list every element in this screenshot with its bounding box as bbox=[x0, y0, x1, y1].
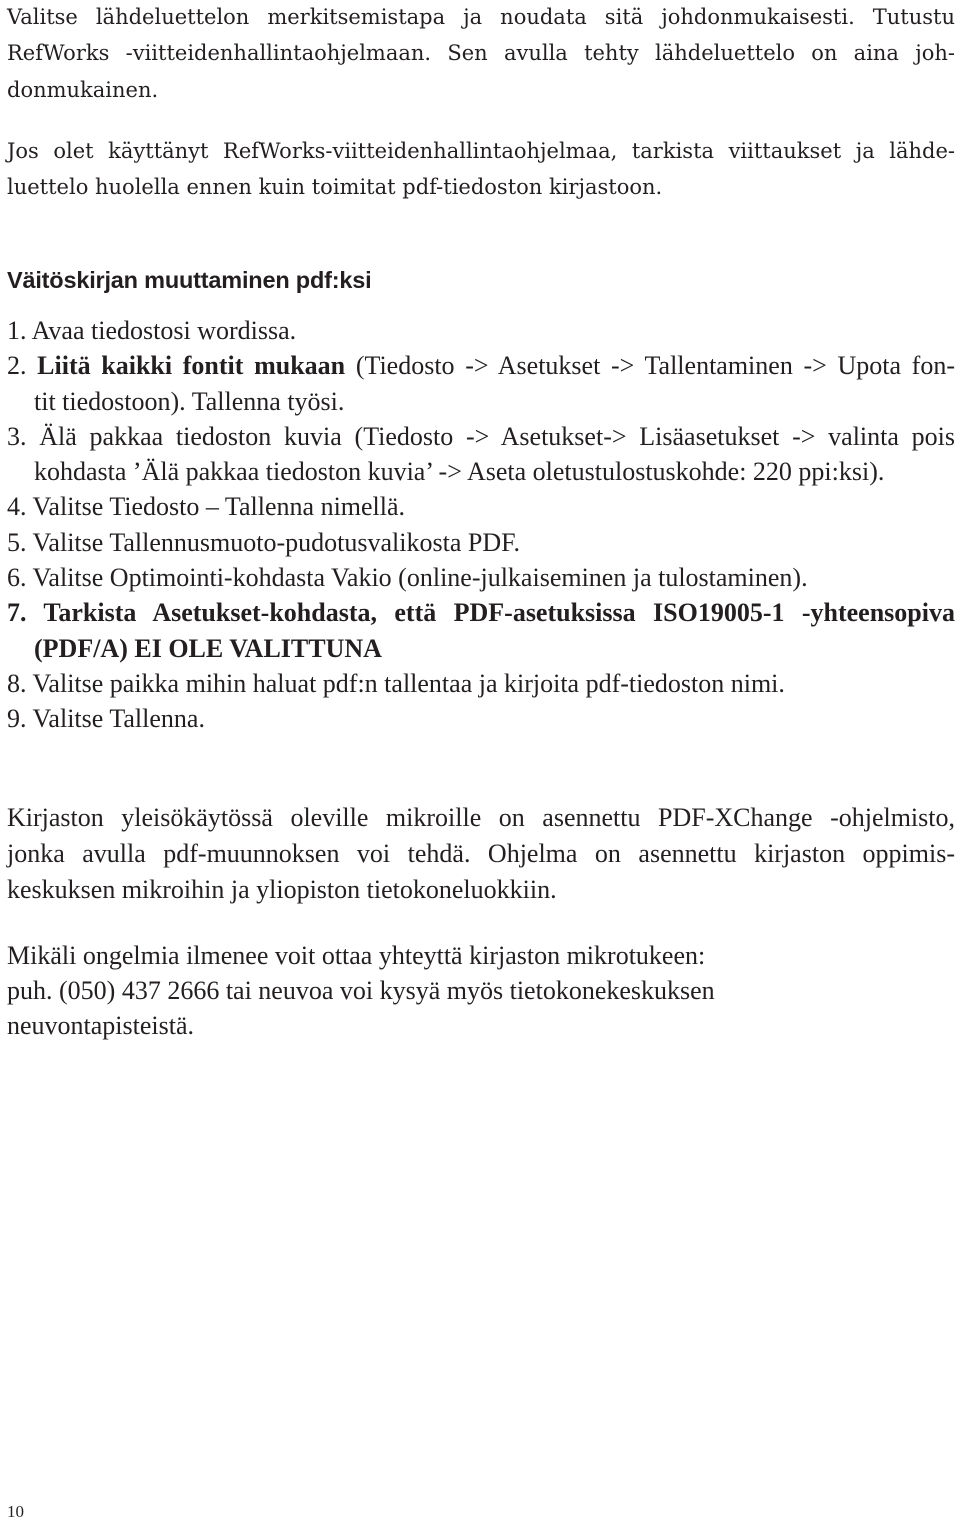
section-heading: Väitöskirjan muuttaminen pdf:ksi bbox=[7, 267, 372, 293]
step-number: 9. bbox=[7, 704, 27, 734]
step-line bbox=[7, 595, 955, 630]
step-item bbox=[7, 313, 955, 348]
step-item bbox=[7, 489, 955, 524]
step-line bbox=[7, 525, 955, 560]
step-item bbox=[7, 701, 955, 736]
step-text-continued: tit tiedostoon). Tallenna työsi. bbox=[34, 386, 345, 416]
step-text: (Tiedosto -> Asetukset -> Tallentaminen -> Upota fon- bbox=[355, 351, 955, 381]
step-text: Valitse Tallennusmuoto-pudotusvalikosta PDF. bbox=[32, 527, 520, 557]
step-number: 7. bbox=[7, 598, 27, 628]
text-line: Mikäli ongelmia ilmenee voit ottaa yhteyttä kirjaston mikrotukeen: bbox=[7, 940, 706, 970]
text-line: RefWorks -viitteidenhallintaohjelmaan. Sen avulla tehty lähdeluettelo on aina joh- bbox=[7, 41, 955, 65]
steps-list bbox=[7, 313, 955, 737]
step-text: Valitse paikka mihin haluat pdf:n tallentaa ja kirjoita pdf-tiedoston nimi. bbox=[32, 668, 785, 698]
text-line: Jos olet käyttänyt RefWorks-viitteidenhallintaohjelmaa, tarkista viittaukset ja lähde- bbox=[7, 138, 955, 163]
text-line: keskuksen mikroihin ja yliopiston tietokoneluokkiin. bbox=[7, 875, 557, 904]
text-line: puh. (050) 437 2666 tai neuvoa voi kysyä myös tietokonekeskuksen bbox=[7, 975, 715, 1005]
step-line bbox=[7, 666, 955, 701]
text-line: Valitse lähdeluettelon merkitsemistapa ja noudata sitä johdonmukaisesti. Tutustu bbox=[7, 4, 955, 29]
step-item bbox=[7, 348, 955, 419]
intro-paragraph-2 bbox=[7, 133, 955, 206]
step-item bbox=[7, 560, 955, 595]
step-line bbox=[7, 348, 955, 383]
step-line bbox=[7, 701, 955, 736]
step-text: Tarkista Asetukset-kohdasta, että PDF-asetuksissa ISO19005-1 -yhteensopiva bbox=[43, 598, 955, 628]
step-text: Älä pakkaa tiedoston kuvia (Tiedosto -> Asetukset-> Lisäasetukset -> valinta pois bbox=[39, 421, 956, 451]
text-line: donmukainen. bbox=[7, 77, 159, 102]
step-text: Valitse Tallenna. bbox=[32, 704, 205, 734]
step-item bbox=[7, 525, 955, 560]
step-number: 6. bbox=[7, 563, 27, 593]
step-line bbox=[7, 560, 955, 595]
intro-paragraph-1 bbox=[7, 0, 955, 108]
info-paragraph bbox=[7, 800, 955, 908]
contact-paragraph bbox=[7, 938, 955, 1043]
step-number: 3. bbox=[7, 421, 27, 451]
step-number: 2. bbox=[7, 351, 27, 381]
step-text: Valitse Optimointi-kohdasta Vakio (online-julkaiseminen ja tulostaminen). bbox=[32, 563, 808, 593]
text-line: jonka avulla pdf-muunnoksen voi tehdä. Ohjelma on asennettu kirjaston oppimis- bbox=[7, 839, 955, 868]
step-item bbox=[7, 666, 955, 701]
step-text-continued: kohdasta ’Älä pakkaa tiedoston kuvia’ -> Aseta oletustulostuskohde: 220 ppi:ksi). bbox=[34, 457, 885, 487]
step-line bbox=[7, 313, 955, 348]
step-number: 1. bbox=[7, 316, 27, 345]
text-line: neuvontapisteistä. bbox=[7, 1010, 195, 1040]
step-item-warning bbox=[7, 595, 955, 666]
step-text-continued: (PDF/A) EI OLE VALITTUNA bbox=[34, 633, 382, 663]
step-number: 8. bbox=[7, 668, 27, 698]
step-emphasis: Liitä kaikki fontit mukaan bbox=[37, 351, 346, 381]
step-item bbox=[7, 419, 955, 490]
step-number: 4. bbox=[7, 492, 27, 522]
step-line bbox=[7, 419, 955, 454]
page-number: 10 bbox=[7, 1502, 24, 1521]
text-line: Kirjaston yleisökäytössä oleville mikroille on asennettu PDF-XChange -ohjelmisto, bbox=[7, 803, 955, 832]
step-text: Avaa tiedostosi wordissa. bbox=[31, 316, 297, 345]
text-line: luettelo huolella ennen kuin toimitat pdf-tiedoston kirjastoon. bbox=[7, 175, 663, 199]
step-line bbox=[7, 489, 955, 524]
step-text: Valitse Tiedosto – Tallenna nimellä. bbox=[32, 492, 406, 522]
step-number: 5. bbox=[7, 527, 27, 557]
